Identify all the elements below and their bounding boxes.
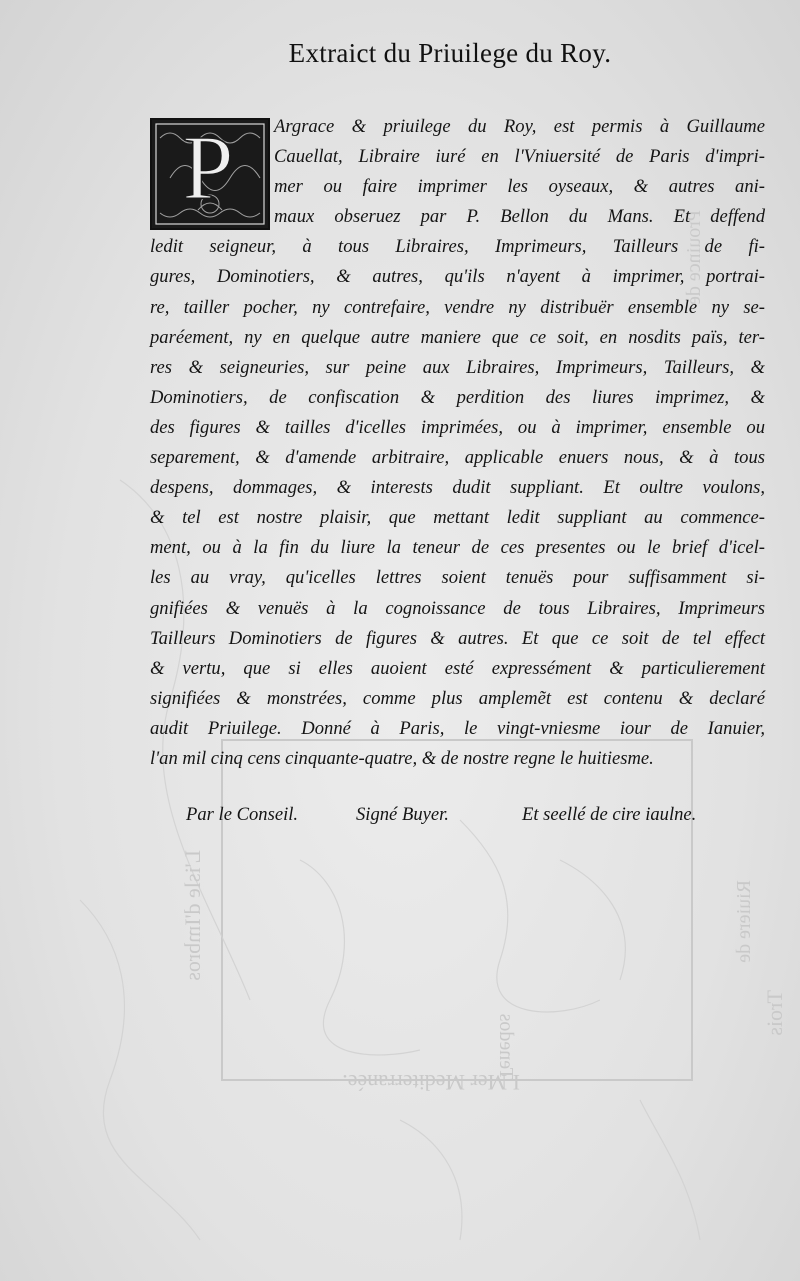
text-line: ment, ou à la fin du liure la teneur de ces presentes ou le brief d'icel- [150,537,765,559]
reversed-text-5: Riuiere de [733,880,755,963]
text-line: Tailleurs Dominotiers de figures & autres. Et que ce soit de tel effect [150,627,765,649]
text-line: res & seigneuries, sur peine aux Libraires, Imprimeurs, Tailleurs, & [150,356,765,378]
reversed-text-4: Trois [762,990,787,1036]
text-line: des figures & tailles d'icelles imprimées, ou à imprimer, ensemble ou [150,416,765,438]
text-line: les au vray, qu'icelles lettres soient tenuës pour suffisamment si- [150,567,765,589]
text-line: & vertu, que si elles auoient esté expressément & particulierement [150,657,765,679]
signature-text: Signé Buyer. [356,804,449,825]
text-line: gnifiées & venuës à la cognoissance de tous Libraires, Imprimeurs [150,597,765,619]
text-line: Cauellat, Libraire iuré en l'Vniuersité de Paris d'impri- [274,146,765,168]
text-line: Argrace & priuilege du Roy, est permis à Guillaume [274,116,765,137]
text-line: despens, dommages, & interests dudit suppliant. Et oultre voulons, [150,477,765,499]
text-line: Dominotiers, de confiscation & perdition des liures imprimez, & [150,386,765,408]
text-line: separement, & d'amende arbitraire, applicable enuers nous, & à tous [150,447,765,469]
council-text: Par le Conseil. [186,804,299,825]
reversed-text-3: L'isle d'Imbros [180,850,205,981]
seal-text: Et seellé de cire iaulne. [522,804,697,825]
text-line: signifiées & monstrées, comme plus amplemẽt est contenu & declaré [150,687,765,709]
privilege-text [150,112,765,774]
initial-letter: P [182,118,234,218]
text-line: maux obseruez par P. Bellon du Mans. Et deffend [274,206,765,228]
reversed-text-1: I Mer Mediterranée. [342,1070,520,1095]
text-line: re, tailler pocher, ny contrefaire, vendre ny distribuër ensemble ny se- [150,296,765,318]
text-line: mer ou faire imprimer les oyseaux, & autres ani- [274,176,765,198]
text-line: l'an mil cinq cens cinquante-quatre, & de nostre regne le huitiesme. [150,747,654,769]
text-line: audit Priuilege. Donné à Paris, le vingt-vniesme iour de Ianuier, [150,717,765,739]
text-line: ledit seigneur, à tous Libraires, Imprimeurs, Tailleurs de fi- [150,236,765,258]
reversed-text-2: Tenedos [495,1013,517,1080]
reversed-text-6: Prouince de [683,210,705,305]
text-line: paréement, ny en quelque autre maniere que ce soit, en nosdits païs, ter- [150,326,765,348]
page-title: Extraict du Priuilege du Roy. [288,38,612,68]
text-line: gures, Dominotiers, & autres, qu'ils n'ayent à imprimer, portrai- [150,266,765,288]
text-line: & tel est nostre plaisir, que mettant ledit suppliant au commence- [150,507,765,529]
